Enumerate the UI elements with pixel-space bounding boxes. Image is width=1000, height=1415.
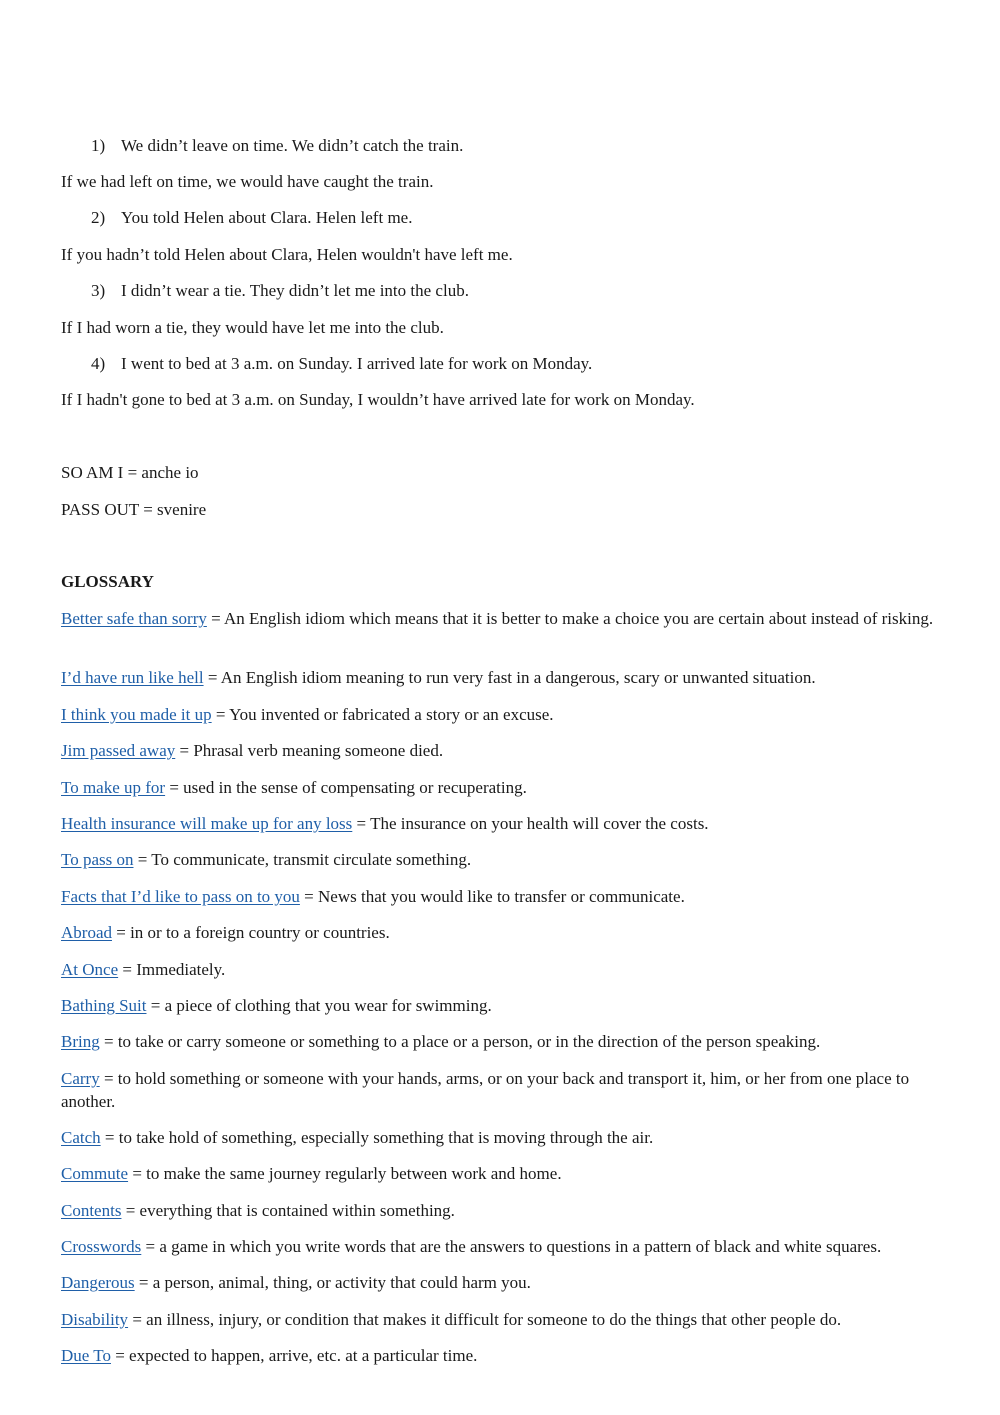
glossary-entry <box>61 1127 941 1150</box>
glossary-term-link[interactable]: Bring <box>61 1032 100 1051</box>
glossary-term-link[interactable]: Disability <box>61 1310 129 1329</box>
glossary-entry <box>61 667 941 690</box>
glossary-entry <box>61 922 941 945</box>
glossary-definition: = a piece of clothing that you wear for swimming. <box>146 996 492 1015</box>
glossary-term-link[interactable]: Health insurance will make up for any loss <box>61 814 353 833</box>
glossary-definition: = To communicate, transmit circulate something. <box>133 850 472 869</box>
glossary-definition: = used in the sense of compensating or recuperating. <box>165 778 527 797</box>
glossary-definition: = The insurance on your health will cover the costs. <box>352 814 709 833</box>
exercise-question <box>91 207 971 230</box>
exercise-question-text: I went to bed at 3 a.m. on Sunday. I arrived late for work on Monday. <box>121 354 593 373</box>
glossary-term-link[interactable]: I think you made it up <box>61 705 212 724</box>
glossary-definition: = to take or carry someone or something to a place or a person, or in the direction of the person speaking. <box>99 1032 821 1051</box>
exercise-question-text: I didn’t wear a tie. They didn’t let me into the club. <box>121 281 469 300</box>
glossary-heading: GLOSSARY <box>61 572 154 591</box>
glossary-term-link[interactable]: Facts that I’d like to pass on to you <box>61 887 300 906</box>
glossary-term-link[interactable]: To pass on <box>61 850 134 869</box>
glossary-term-link[interactable]: Due To <box>61 1346 111 1365</box>
glossary-definition: = An English idiom which means that it is better to make a choice you are certain about instead of risking. <box>206 609 934 628</box>
glossary-definition: = everything that is contained within something. <box>121 1201 455 1220</box>
glossary-entry <box>61 849 941 872</box>
glossary-definition: = an illness, injury, or condition that makes it difficult for someone to do the things that other people do. <box>128 1310 842 1329</box>
glossary-term-link[interactable]: To make up for <box>61 778 166 797</box>
glossary-entry <box>61 959 941 982</box>
glossary-term-link[interactable]: At Once <box>61 960 119 979</box>
glossary-definition: = to hold something or someone with your hands, arms, or on your back and transport it, him, or her from one place to another. <box>61 1069 910 1111</box>
glossary-definition: = to make the same journey regularly between work and home. <box>128 1164 562 1183</box>
glossary-definition: = Phrasal verb meaning someone died. <box>175 741 444 760</box>
glossary-term-link[interactable]: Better safe than sorry <box>61 609 207 628</box>
glossary-term-link[interactable]: Catch <box>61 1128 101 1147</box>
glossary-term-link[interactable]: Jim passed away <box>61 741 176 760</box>
glossary-definition: = a game in which you write words that are the answers to questions in a pattern of black and white squares. <box>141 1237 882 1256</box>
note-line: SO AM I = anche io <box>61 463 199 482</box>
glossary-entry <box>61 1163 941 1186</box>
exercise-number: 1) <box>91 136 106 155</box>
glossary-term-link[interactable]: Crosswords <box>61 1237 142 1256</box>
exercise-question <box>91 353 971 376</box>
exercise-question <box>91 135 971 158</box>
exercise-question-text: We didn’t leave on time. We didn’t catch the train. <box>121 136 464 155</box>
note-line: PASS OUT = svenire <box>61 500 207 519</box>
glossary-entry <box>61 777 941 800</box>
glossary-entry <box>61 886 941 909</box>
glossary-definition: = News that you would like to transfer or communicate. <box>299 887 685 906</box>
glossary-definition: = You invented or fabricated a story or an excuse. <box>211 705 554 724</box>
glossary-term-link[interactable]: Dangerous <box>61 1273 135 1292</box>
glossary-entry <box>61 1309 941 1332</box>
glossary-entry <box>61 1236 961 1259</box>
exercise-question-text: You told Helen about Clara. Helen left me. <box>121 208 413 227</box>
glossary-entry <box>61 1272 941 1295</box>
glossary-term-link[interactable]: Commute <box>61 1164 129 1183</box>
glossary-term-link[interactable]: Bathing Suit <box>61 996 147 1015</box>
glossary-term-link[interactable]: Carry <box>61 1069 100 1088</box>
glossary-term-link[interactable]: I’d have run like hell <box>61 668 204 687</box>
exercise-answer: If we had left on time, we would have caught the train. <box>61 172 434 191</box>
exercise-number: 3) <box>91 281 106 300</box>
glossary-term-link[interactable]: Contents <box>61 1201 122 1220</box>
exercise-answer: If you hadn’t told Helen about Clara, Helen wouldn't have left me. <box>61 245 513 264</box>
exercise-answer: If I had worn a tie, they would have let me into the club. <box>61 318 444 337</box>
glossary-entry <box>61 740 941 763</box>
glossary-entry <box>61 704 941 727</box>
glossary-entry <box>61 813 941 836</box>
glossary-definition: = in or to a foreign country or countries. <box>111 923 390 942</box>
glossary-definition: = Immediately. <box>118 960 226 979</box>
glossary-definition: = expected to happen, arrive, etc. at a particular time. <box>110 1346 478 1365</box>
exercise-number: 2) <box>91 208 106 227</box>
glossary-entry <box>61 1068 941 1113</box>
glossary-entry <box>61 995 941 1018</box>
glossary-entry <box>61 1345 941 1368</box>
glossary-definition: = An English idiom meaning to run very fast in a dangerous, scary or unwanted situation. <box>203 668 816 687</box>
glossary-entry <box>61 1200 941 1223</box>
glossary-entry <box>61 608 941 631</box>
glossary-entry <box>61 1031 941 1054</box>
glossary-definition: = to take hold of something, especially something that is moving through the air. <box>100 1128 654 1147</box>
glossary-definition: = a person, animal, thing, or activity that could harm you. <box>134 1273 531 1292</box>
exercise-question <box>91 280 971 303</box>
exercise-number: 4) <box>91 354 106 373</box>
exercise-answer: If I hadn't gone to bed at 3 a.m. on Sunday, I wouldn’t have arrived late for work on Monday. <box>61 390 695 409</box>
glossary-term-link[interactable]: Abroad <box>61 923 112 942</box>
